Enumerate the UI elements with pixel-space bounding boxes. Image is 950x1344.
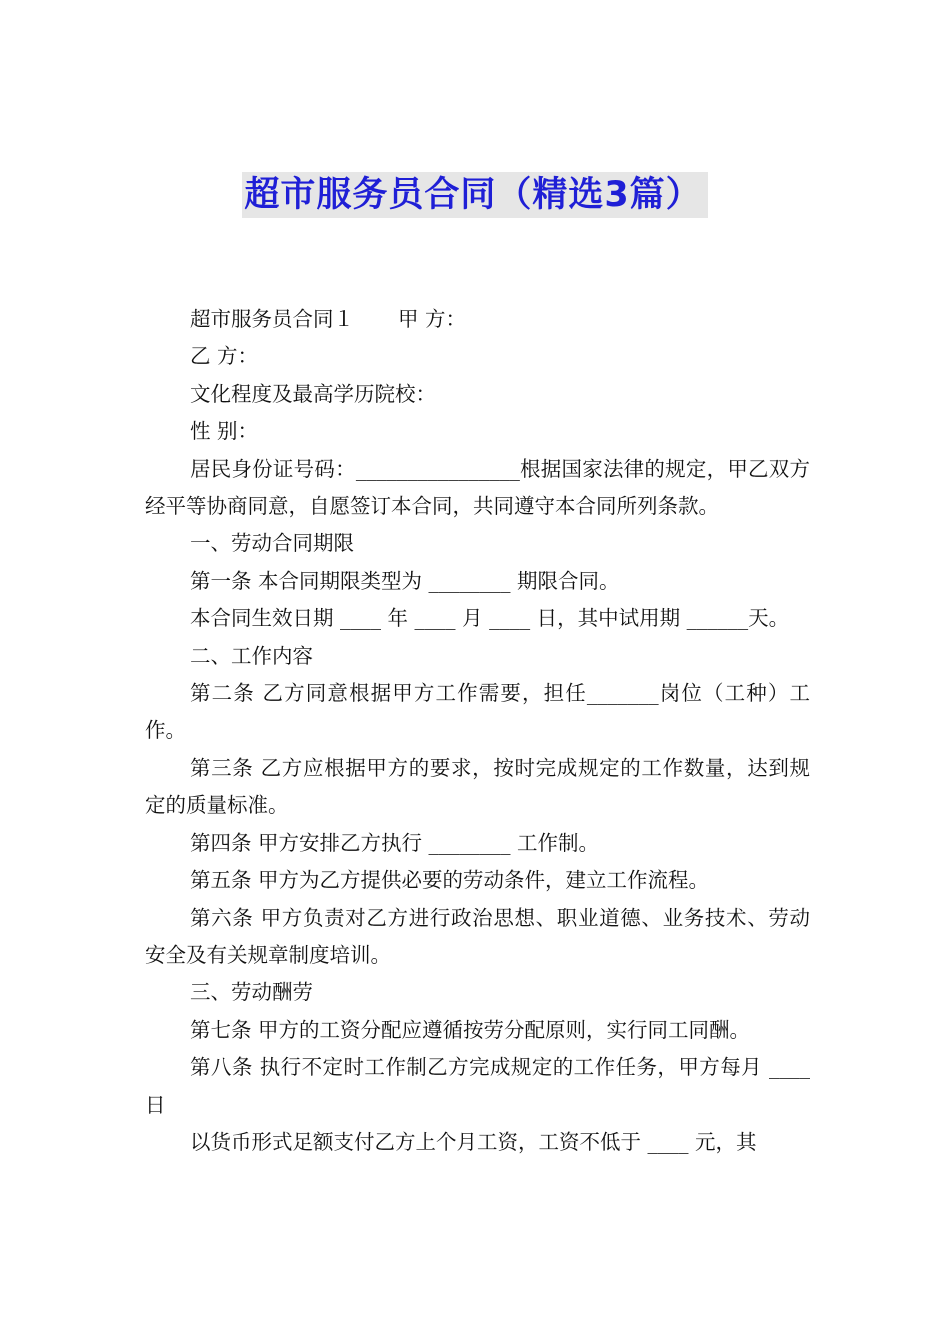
paragraph-wage-payment: 以货币形式足额支付乙方上个月工资，工资不低于 ____ 元，其 [190, 1129, 757, 1154]
paragraph-article-7: 第七条 甲方的工资分配应遵循按劳分配原则，实行同工同酬。 [190, 1017, 751, 1042]
paragraph-article-5: 第五条 甲方为乙方提供必要的劳动条件，建立工作流程。 [190, 868, 710, 893]
paragraph-article-3: 第三条 乙方应根据甲方的要求，按时完成规定的工作数量，达到规定的质量标准。 [145, 755, 810, 818]
paragraph-article-4: 第四条 甲方安排乙方执行 ________ 工作制。 [190, 830, 600, 855]
paragraph-gender: 性 别： [190, 419, 259, 444]
paragraph-id-number: 居民身份证号码：________________根据国家法律的规定，甲乙双方经平等协商同意，自愿签订本合同，共同遵守本合同所列条款。 [145, 456, 810, 519]
paragraph-effective-date: 本合同生效日期 ____ 年 ____ 月 ____ 日，其中试用期 ______天。 [190, 606, 790, 631]
paragraph-article-8: 第八条 执行不定时工作制乙方完成规定的工作任务，甲方每月 ____ 日 [145, 1055, 810, 1117]
party-a-label: 甲 方： [398, 307, 467, 331]
paragraph-article-6: 第六条 甲方负责对乙方进行政治思想、职业道德、业务技术、劳动安全及有关规章制度培训。 [145, 905, 810, 967]
paragraph-article-1: 第一条 本合同期限类型为 ________ 期限合同。 [190, 568, 620, 593]
paragraph-education: 文化程度及最高学历院校： [190, 381, 436, 406]
section-heading-work-content: 二、工作内容 [190, 643, 313, 668]
title-wrap [0, 172, 950, 218]
paragraph-article-2: 第二条 乙方同意根据甲方工作需要，担任_______岗位（工种）工作。 [145, 681, 810, 743]
paragraph-contract-heading [145, 301, 810, 338]
paragraph-party-b: 乙 方： [190, 344, 259, 369]
section-heading-term: 一、劳动合同期限 [190, 531, 354, 556]
document-title: 超市服务员合同（精选3篇） [242, 172, 707, 218]
section-heading-remuneration: 三、劳动酬劳 [190, 980, 313, 1005]
contract-heading-text: 超市服务员合同１ [190, 307, 354, 331]
document-body [145, 301, 810, 1161]
